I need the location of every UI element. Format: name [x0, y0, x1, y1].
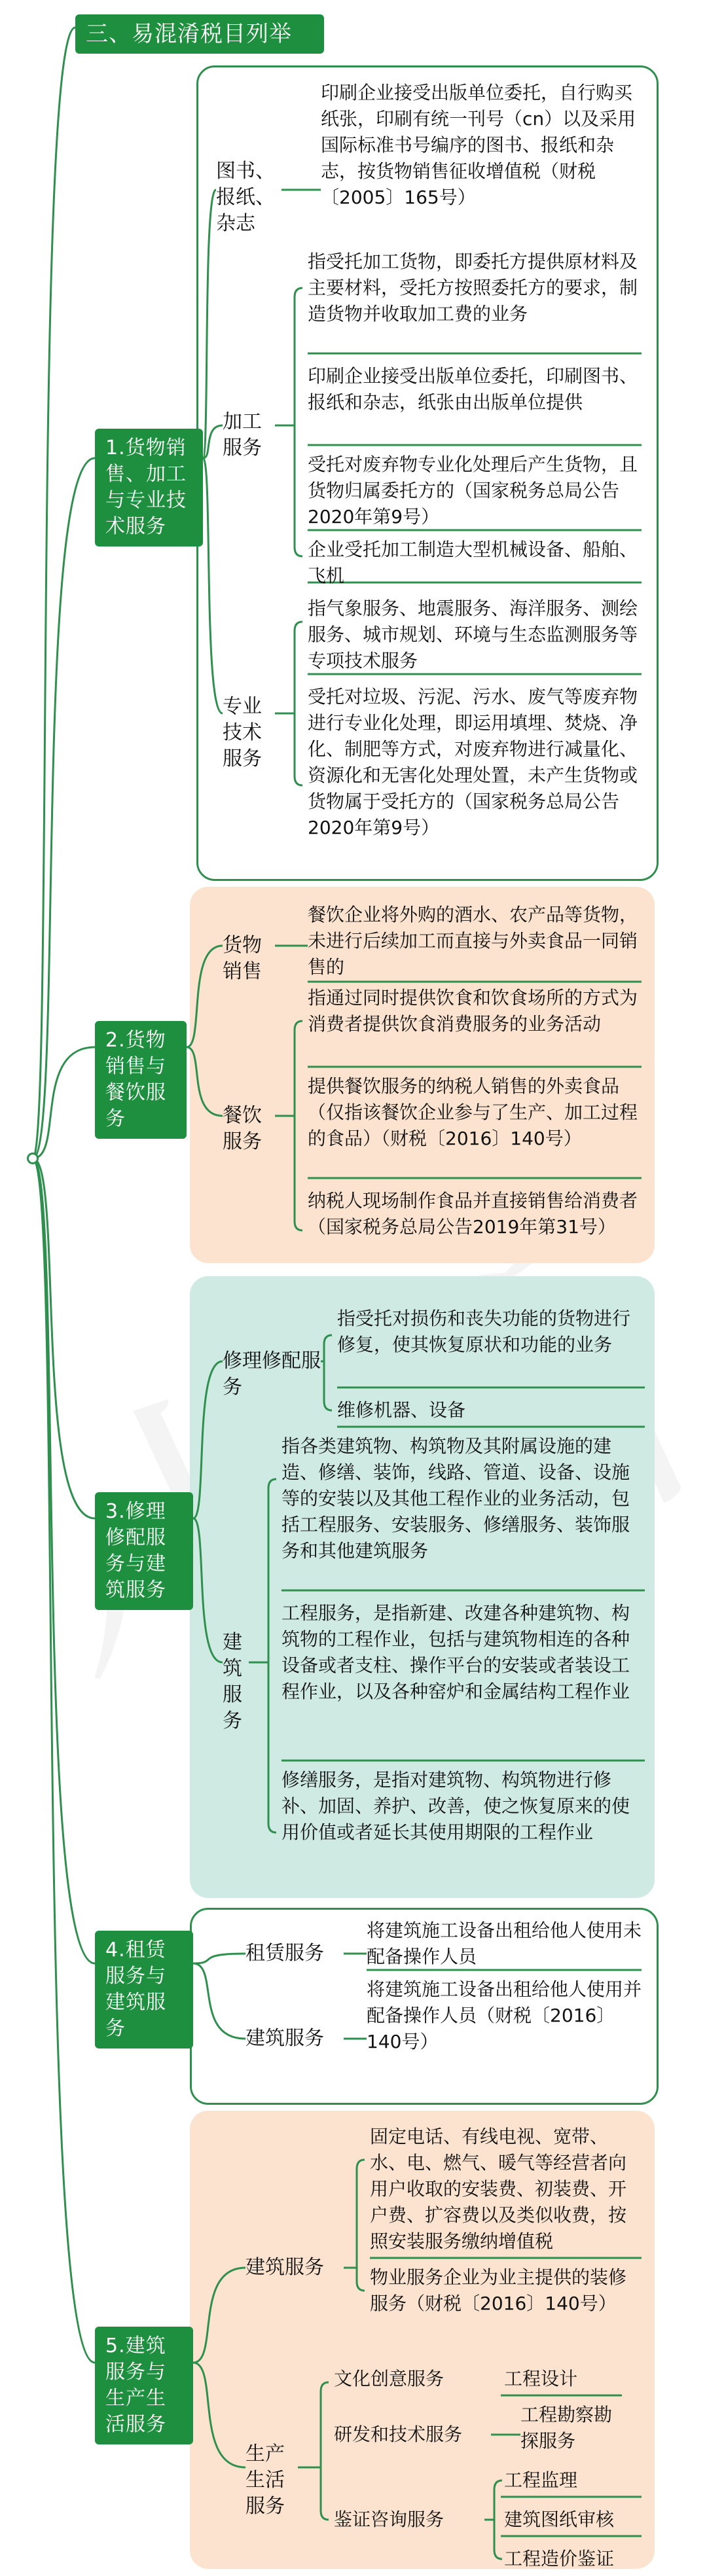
root-node-icon — [27, 1153, 39, 1164]
sub-production-life-service: 生产生活服务 — [245, 2442, 285, 2518]
topic-section-5[interactable]: 5.建筑服务与生产生活服务 — [95, 2327, 193, 2444]
leaf-2-2-1: 指通过同时提供饮食和饮食场所的方式为消费者提供饮食消费服务的业务活动 — [308, 987, 638, 1035]
leaf-2-2-2: 提供餐饮服务的纳税人销售的外卖食品（仅指该餐饮企业参与了生产、加工过程的食品）（财税〔2016〕140号） — [308, 1075, 638, 1149]
topic-section-3[interactable]: 3.修理修配服务与建筑服务 — [95, 1492, 193, 1610]
wire-root-s5 — [33, 1158, 95, 2363]
s3-sub1 — [193, 1361, 223, 1518]
s5-sub1-bracket — [357, 2160, 365, 2291]
leaf-3-2-2: 工程服务，是指新建、改建各种建筑物、构筑物的工程作业，包括与建筑物相连的各种设备或者支柱、操作平台的安装或者装设工程作业，以及各种窑炉和金属结构工程作业 — [281, 1602, 630, 1702]
s1-sub3-bracket — [295, 622, 302, 785]
s2-sub2 — [187, 1047, 223, 1116]
s5-sub2 — [193, 2363, 245, 2467]
wire-root-s2 — [33, 1047, 95, 1158]
leaf-3-1-2: 维修机器、设备 — [337, 1399, 466, 1421]
s4-sub1 — [193, 1954, 245, 1963]
leaf-1-2-1: 指受托加工货物，即委托方提供原材料及主要材料，受托方按照委托方的要求，制造货物并收取加工费的业务 — [308, 251, 638, 325]
sub-construction-service-5: 建筑服务 — [245, 2256, 324, 2279]
leaf-5-1-2: 物业服务企业为业主提供的装修服务（财税〔2016〕140号） — [370, 2266, 627, 2314]
leaf-4-1-1: 将建筑施工设备出租给他人使用未配备操作人员 — [367, 1920, 642, 1967]
sub-repair-service: 修理修配服务 — [223, 1350, 321, 1399]
s5-sub1 — [193, 2268, 245, 2363]
item-engineering-survey: 工程勘察勘探服务 — [520, 2404, 613, 2452]
leaf-3-2-1: 指各类建筑物、构筑物及其附属设施的建造、修缮、装饰，线路、管道、设备、设施等的安装以及其他工程作业的业务活动，包括工程服务、安装服务、修缮服务、装饰服务和其他建筑服务 — [281, 1435, 630, 1562]
s1-sub2-bracket — [295, 288, 302, 556]
topic-section-1[interactable]: 1.货物销售、加工与专业技术服务 — [95, 429, 203, 546]
s2-sub2-bracket — [295, 1021, 302, 1230]
leaf-2-2-3: 纳税人现场制作食品并直接销售给消费者（国家税务总局公告2019年第31号） — [308, 1190, 638, 1238]
leaf-1-2-4: 企业受托加工制造大型机械设备、船舶、飞机 — [308, 539, 638, 586]
sub-construction-service: 建筑服务 — [223, 1631, 242, 1732]
s5-sub2-bracket — [321, 2382, 329, 2520]
s4-sub2 — [193, 1963, 245, 2039]
s1-sub3 — [203, 458, 223, 713]
sub-professional-tech-service: 专业技术服务 — [223, 695, 262, 770]
s2-sub1 — [187, 946, 223, 1047]
topic-section-4[interactable]: 4.租赁服务与建筑服务 — [95, 1931, 193, 2048]
s3-sub1-bracket — [324, 1335, 332, 1410]
s3-sub2 — [193, 1518, 223, 1662]
s1-sub1 — [203, 190, 216, 458]
group-rnd-tech: 研发和技术服务 — [334, 2424, 463, 2445]
item-cost-verification: 工程造价鉴证 — [504, 2548, 615, 2569]
leaf-1-3-2: 受托对垃圾、污泥、污水、废气等废弃物进行专业化处理，即运用填埋、焚烧、净化、制肥等方式，对废弃物进行减量化、资源化和无害化处理处置，未产生货物或货物属于受托方的（国家税务总局公告2020年第9号） — [308, 686, 638, 838]
leaf-2-1-1: 餐饮企业将外购的酒水、农产品等货物，未进行后续加工而直接与外卖食品一同销售的 — [308, 904, 638, 978]
leaf-4-2-1: 将建筑施工设备出租给他人使用并配备操作人员（财税〔2016〕140号） — [367, 1978, 642, 2052]
item-engineering-supervision: 工程监理 — [504, 2469, 578, 2491]
sub-construction-service-4: 建筑服务 — [245, 2027, 324, 2050]
group-assurance-consulting: 鉴证咨询服务 — [334, 2509, 444, 2530]
leaf-1-2-2: 印刷企业接受出版单位委托，印刷图书、报纸和杂志，纸张由出版单位提供 — [308, 365, 638, 413]
leaf-1-3-1: 指气象服务、地震服务、海洋服务、测绘服务、城市规划、环境与生态监测服务等专项技术服务 — [308, 598, 638, 671]
item-drawing-review: 建筑图纸审核 — [504, 2509, 615, 2530]
page-title: 三、易混淆税目列举 — [75, 14, 324, 54]
item-engineering-design: 工程设计 — [504, 2368, 578, 2389]
leaf-5-1-1: 固定电话、有线电视、宽带、水、电、燃气、暖气等经营者向用户收取的安装费、初装费、开户费、扩容费以及类似收费，按照安装服务缴纳增值税 — [370, 2126, 627, 2252]
sub-goods-sales: 货物销售 — [223, 934, 262, 983]
sub-books-newspapers: 图书、报纸、杂志 — [216, 160, 275, 235]
wire-root-s4 — [33, 1158, 95, 1963]
wire-root-title — [33, 27, 75, 1158]
sub-processing-service: 加工服务 — [223, 410, 262, 459]
s3-sub2-bracket — [268, 1479, 276, 1833]
leaf-1-2-3: 受托对废弃物专业化处理后产生货物，且货物归属委托方的（国家税务总局公告2020年第9号） — [308, 454, 638, 528]
leaf-3-2-3: 修缮服务，是指对建筑物、构筑物进行修补、加固、养护、改善，使之恢复原来的使用价值或者延长其使用期限的工程作业 — [281, 1769, 630, 1843]
group-cultural-creative: 文化创意服务 — [334, 2368, 444, 2389]
sub-leasing-service: 租赁服务 — [245, 1942, 324, 1965]
topic-section-2[interactable]: 2.货物销售与餐饮服务 — [95, 1021, 187, 1139]
leaf-3-1-1: 指受托对损伤和丧失功能的货物进行修复，使其恢复原状和功能的业务 — [337, 1308, 631, 1355]
sub-catering-service: 餐饮服务 — [223, 1104, 262, 1153]
s5-g3-bracket — [494, 2480, 502, 2559]
wire-root-s1 — [33, 458, 95, 1158]
leaf-1-1-1: 印刷企业接受出版单位委托，自行购买纸张，印刷有统一刊号（cn）以及采用国际标准书号编序的图书、报纸和杂志，按货物销售征收增值税（财税〔2005〕165号） — [321, 82, 636, 208]
